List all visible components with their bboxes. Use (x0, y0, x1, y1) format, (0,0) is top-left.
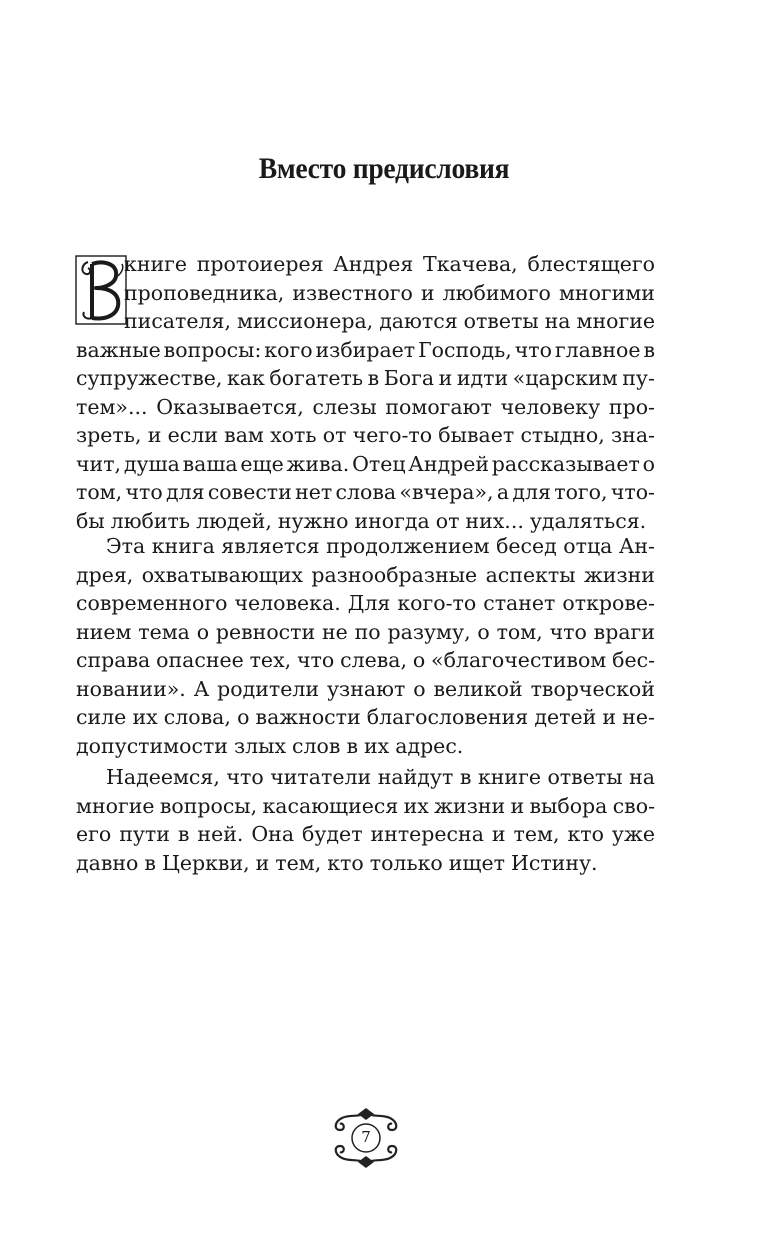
page-title: Вместо предисловия (258, 152, 510, 185)
drop-cap-letter (74, 254, 128, 326)
text-line: проповедника, известного и любимого многими (124, 280, 655, 305)
text-line: его пути в ней. Она будет интересна и тем, кто уже (76, 822, 655, 846)
text-line: справа опаснее тех, что слева, о «благочестивом бес- (76, 648, 655, 672)
text-line: зреть, и если вам хоть от чего-то бывает стыдно, зна- (76, 423, 655, 447)
text-line: Надеемся, что читатели найдут в книге ответы на (106, 765, 655, 789)
text-line: писателя, миссионера, даются ответы на многие (124, 309, 655, 333)
page-number: 7 (361, 1128, 371, 1146)
text-line: дрея, охватывающих разнообразные аспекты жизни (76, 562, 655, 587)
text-line: новании». А родители узнают о великой творческой (76, 676, 655, 701)
text-line: бы любить людей, нужно иногда от них... удаляться. (76, 508, 647, 533)
text-line: тем»... Оказывается, слезы помогают человеку про- (76, 394, 655, 419)
text-line: чит, душа ваша еще жива. Отец Андрей рассказывает о (76, 451, 655, 476)
text-line: допустимости злых слов в их адрес. (76, 733, 464, 758)
text-line: многие вопросы, касающиеся их жизни и выбора сво- (76, 793, 655, 818)
text-line: супружестве, как богатеть в Бога и идти «царским пу- (76, 366, 655, 390)
text-line: книге протоиерея Андрея Ткачева, блестящего (124, 252, 655, 276)
text-line: давно в Церкви, и тем, кто только ищет Истину. (76, 850, 598, 875)
text-line: нием тема о ревности не по разуму, о том, что враги (76, 619, 655, 644)
text-line: Эта книга является продолжением бесед отца Ан- (106, 534, 655, 558)
text-line: важные вопросы: кого избирает Господь, что главное в (76, 337, 655, 362)
text-line: силе их слова, о важности благословения детей и не- (76, 705, 655, 729)
text-line: современного человека. Для кого-то станет открове- (76, 591, 655, 615)
text-line: том, что для совести нет слова «вчера», а для того, что- (76, 480, 655, 504)
